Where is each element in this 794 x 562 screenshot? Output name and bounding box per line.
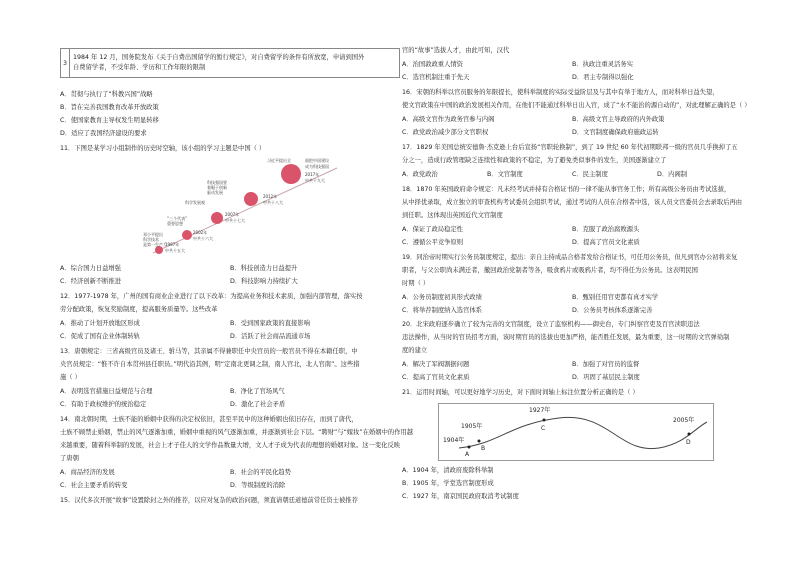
q14-stem: 了唐朝	[60, 455, 79, 462]
q12-options-row2	[60, 334, 400, 340]
q19-options-row1	[402, 295, 742, 301]
q13-stem: 施（ ）	[60, 374, 81, 381]
svg-text:2005年: 2005年	[673, 417, 695, 424]
q10-option-b: B．旨在完善我国教育改革开放政策	[60, 104, 159, 111]
q20-option-c: C．提高了官员文化素质	[402, 374, 470, 381]
q18-stem: 从中择优录取，成立独立的审查机构考试委员会组织考试，通过考试的人员在合格者中选，该人员文官委员会去录取后再由	[402, 199, 743, 206]
q13-option-a: A．表明选官措施日益规范与合理	[60, 388, 153, 395]
q14-options-row2	[60, 483, 400, 489]
q15-option-c: C．选官机制注重于先天	[402, 74, 470, 81]
bubble-event-label: 中共十八大	[263, 200, 283, 205]
q16-option-b: B．高级文官主导政府的内外政策	[572, 116, 665, 123]
row-text-line: 自费留学者，不受年龄、学历和工作年限的限制	[73, 64, 206, 71]
bubble-year-label: 2002年	[193, 230, 208, 235]
q15-options-row1	[402, 62, 742, 68]
q11-option-b: B．科技创造力日益提升	[230, 265, 298, 272]
q16-stem: 使文官政策在中国的政治发展相关作用，在他们不能通过科举日出入官，成了“水不能治的源自动的”，对此理解正确的是（ ）	[402, 102, 751, 109]
q20-option-d: D．巩固了基层民主制度	[572, 374, 640, 381]
q15-option-a: A．治国敦政重人情资	[402, 61, 463, 68]
q12-stem: 12．1977-1978 年，广州的国有商业企业进行了以下改革：为提高业务和技术素质，加强内部管理，落实按	[60, 293, 363, 300]
q11-timeline-chart	[145, 158, 345, 258]
svg-text:C: C	[541, 425, 546, 432]
q20-stem: 20．北宋政府逐步确立了较为完善的文官制度，设立了监察机构——御史台，专门纠察官吏及百官渎职违法	[402, 321, 700, 328]
bubble-year-label: 2012年	[263, 194, 278, 199]
q19-option-d: D．公务员考核体系逐渐完善	[572, 307, 653, 314]
q12-stem: 劳分配政策，恢复奖励制度，提高服务质量等。这些改革	[60, 306, 218, 313]
q16-option-d: D．文官制度确保政府施政运转	[572, 129, 659, 136]
q17-option-b: B．文官制度	[487, 171, 523, 178]
q14-option-a: A．商品经济的发展	[60, 469, 115, 476]
q21-option-c: C．1927 年，南京国民政府取消考试制度	[402, 493, 519, 500]
svg-text:1904年: 1904年	[443, 437, 465, 444]
q19-stem: 时期（ ）	[402, 280, 430, 287]
svg-text:B: B	[481, 445, 486, 452]
chart-bubble-2007	[185, 199, 245, 224]
bubble-note: 科学发展观	[185, 200, 205, 205]
bubble-year-label: 2007年	[225, 212, 240, 217]
q21-option-a: A．1904 年，清政府废除科举制	[402, 467, 494, 474]
q16-options-row2	[402, 130, 742, 136]
q19-stem: 职者，与父公职尚未满迁者，撤回政治党制者等各，吸食鸦片或吸鸦片者，均不得任为公务员。这表明民国	[402, 267, 698, 274]
svg-text:1927年: 1927年	[529, 407, 551, 414]
bubble-note: 着眼于创新	[207, 185, 227, 190]
q21-option-b: B．1905 年，学堂选官制度形成	[402, 480, 494, 487]
q21-timeline-svg	[439, 404, 715, 462]
q17-option-c: C．民主制度	[572, 171, 608, 178]
bubble-note: 习近平提出全	[267, 158, 291, 163]
q18-stem: 到任职。这体现出英国近代文官制度	[402, 212, 503, 219]
q21-stem: 21．运用时间轴，可以更好地学习历史，对下面时间轴上标注位置分析正确的是（ ）	[402, 389, 639, 396]
q12-option-b: B．受到国家政策的直接影响	[230, 320, 310, 327]
q15-stem-cont: 官的“故事”选拔人才，由此可知，汉代	[402, 47, 510, 54]
q18-option-b: B．克服了政治腐败源头	[572, 226, 640, 233]
chart-bubble-2017	[267, 157, 329, 184]
q18-options-row1	[402, 227, 742, 233]
bubble-event-label: 中共十六大	[193, 236, 213, 241]
row-text	[73, 53, 398, 73]
q16-stem: 16．宋朝的科举以官员服务的年限提长，使科举制度的实际受益阶层及与其中有举于地方人，而对科举日益失望，	[402, 89, 719, 96]
q11-options-row2	[60, 279, 400, 285]
q20-options-row1	[402, 362, 742, 368]
bubble-event-label: 中共十九大	[305, 178, 325, 183]
q18-options-row2	[402, 240, 742, 246]
bubble-note: 邓小平提出	[143, 232, 163, 237]
q16-options-row1	[402, 117, 742, 123]
q18-stem: 18．1870 年英国政府命令规定：凡未经考试并持有合格证书的一律不能从事官务工作；所有高级公务员由考试选拔，	[402, 186, 731, 193]
q20-options-row2	[402, 375, 742, 381]
row-text-line: 1984 年 12 月，国务院发布《关于自费出国留学的暂行规定》，对自费留学的条件有所放宽，申请到国外	[73, 54, 365, 61]
q18-option-c: C．遵循公平竞争原则	[402, 239, 464, 246]
q19-option-c: C．将举荐制度纳入选官体系	[402, 307, 482, 314]
q15-options-row2	[402, 75, 742, 81]
q20-option-b: B．加强了对官员的监督	[572, 361, 640, 368]
bubble-note: “三个代表”	[167, 216, 188, 221]
q14-option-c: C．社会主要矛盾的转变	[60, 482, 128, 489]
q16-option-a: A．高级文官作为政务官参与内阁	[402, 116, 495, 123]
q12-option-d: D．活跃了社会商品流通市场	[230, 333, 311, 340]
bubble-note: 成为科技强国	[305, 164, 329, 169]
q12-option-c: C．促成了国有企业体制转轨	[60, 333, 140, 340]
svg-text:1905年: 1905年	[461, 423, 483, 430]
q14-stem: 14．南北朝时期，士族不能的婚姻中获得的决定权依旧，甚至平民中的这种婚姻也依旧存在，而到了唐代，	[60, 416, 358, 423]
bubble-note: 是第一生产力	[143, 242, 167, 247]
svg-text:A: A	[465, 451, 470, 458]
q11-options-row1	[60, 266, 400, 272]
q13-option-b: B．净化了官场风气	[230, 388, 285, 395]
bubble-note: 驱动发展	[207, 190, 223, 195]
q13-options-row1	[60, 389, 400, 395]
bubble-event-label: 中共十七大	[225, 218, 245, 223]
svg-text:D: D	[686, 439, 691, 446]
q20-option-a: A．解决了军阀割据问题	[402, 361, 470, 368]
q11-option-a: A．综合国力日益增强	[60, 265, 121, 272]
q15-stem: 15．汉代多次开展“故事”设置除封之外的推荐，以应对复杂的政治问题，须直请朝廷道德前常任资士被推荐	[60, 497, 358, 504]
q15-option-b: B．执政注重灵活务实	[572, 61, 633, 68]
q17-stem: 分之一，造成行政管理缺乏连续性和政策的不稳定，为了避免类似事件的发生，美国逐渐建立了	[402, 157, 667, 164]
q18-option-d: D．提高了官员文化素质	[572, 239, 640, 246]
q12-options-row1	[60, 321, 400, 327]
timeline-point-c	[529, 406, 550, 432]
bubble-note: 科学技术	[143, 237, 159, 242]
q14-option-b: B．社会的平民化趋势	[230, 469, 291, 476]
bubble-note: 重要思想	[167, 221, 183, 226]
q13-option-d: D．激化了社会矛盾	[230, 401, 286, 408]
q14-option-d: D．等级制度的消除	[230, 482, 286, 489]
q18-option-a: A．保证了政局稳定性	[402, 226, 463, 233]
q16-option-c: C．政党政治减少部分文官职权	[402, 129, 489, 136]
q11-option-d: D．科技影响力持续扩大	[230, 278, 298, 285]
q10-option-d: D．适应了我国经济建设的要求	[60, 130, 147, 137]
q13-option-c: C．有助于政权维护的统治稳定	[60, 401, 147, 408]
q17-option-d: D．内阁制	[657, 171, 688, 178]
bubble-year-label: 2017年	[305, 172, 320, 177]
chart-bubble-2012	[207, 179, 283, 206]
timeline-point-d	[673, 416, 694, 446]
q11-stem: 11．下图是某学习小组制作的历史时空轴，该小组的学习主题是中国（ ）	[60, 145, 266, 152]
q10-option-a: A．贯彻与执行了“科教兴国”战略	[60, 91, 153, 98]
q17-option-a: A．政党政治	[402, 171, 438, 178]
q13-stem: 13．唐朝规定：三省高级官员及诸王、驸马等，其亲属不得兼职任中央官员的一般官员不得在本籍任职，中	[60, 348, 358, 355]
question-table-row	[60, 48, 400, 78]
q19-options-row2	[402, 308, 742, 314]
q19-option-a: A．公务员制度初具形式政绩	[402, 294, 482, 301]
bubble-note: 科技强国要	[207, 180, 227, 185]
bubble-event-label: 中共十五大	[165, 248, 185, 253]
bubble-year-label: 1997年	[165, 242, 180, 247]
q17-stem: 17．1829 年美国总统安德鲁·杰克逊上台后宣扬“官职轮换制”，到了 19 世纪 60 年代初期联邦一级的官员几乎换掉了五	[402, 144, 738, 151]
q14-stem: 来越重要，随着科举制的发展，社会上才子佳人的文学作品数量大增，文人才子成为代表的理想的婚姻对象。这一变化反映	[60, 442, 401, 449]
chart-bubble-1997	[143, 231, 185, 254]
q21-timeline	[438, 403, 714, 461]
q20-stem: 违法操作，从当时的官员招考方面，该时期官员的选拔也更加严格，能否胜任发展，最为重要，这一时期的文官弹劾制	[402, 334, 730, 341]
q19-option-b: B．甄别任用官吏都有真才实学	[572, 294, 659, 301]
q11-option-c: C．经济创新不断推进	[60, 278, 122, 285]
q10-option-c: C．使国家教育主导权发生明显转移	[60, 117, 159, 124]
q14-options-row1	[60, 470, 400, 476]
bubble-note: 面把中国建设	[305, 158, 329, 163]
q15-option-d: D．君主专制得以强化	[572, 74, 634, 81]
q19-stem: 19．同治帝时期实行公务员制度规定，提出：亲自主持成品合格者发给合格证书，可任用公务员，但凡到官办公初将来复	[402, 254, 738, 261]
q17-options-row	[402, 172, 742, 178]
q13-options-row2	[60, 402, 400, 408]
q14-stem: 士族不顾禁止婚姻，禁止的风气逐渐加重，婚姻中重视的风气逐渐加重，并逐渐到社会下层。“聘财”与“嫁妆”在婚姻中的作用越	[60, 429, 414, 436]
q20-stem: 度的建立	[402, 347, 428, 354]
row-number: 3	[61, 49, 70, 77]
q13-stem: 央官员规定：“惟不许自本贯州县任职员。”明代沿其例，明“定南北更调之制，南人官北，北人官南”。这些措	[60, 361, 360, 368]
q12-option-a: A．推动了计划开放地区形成	[60, 320, 140, 327]
